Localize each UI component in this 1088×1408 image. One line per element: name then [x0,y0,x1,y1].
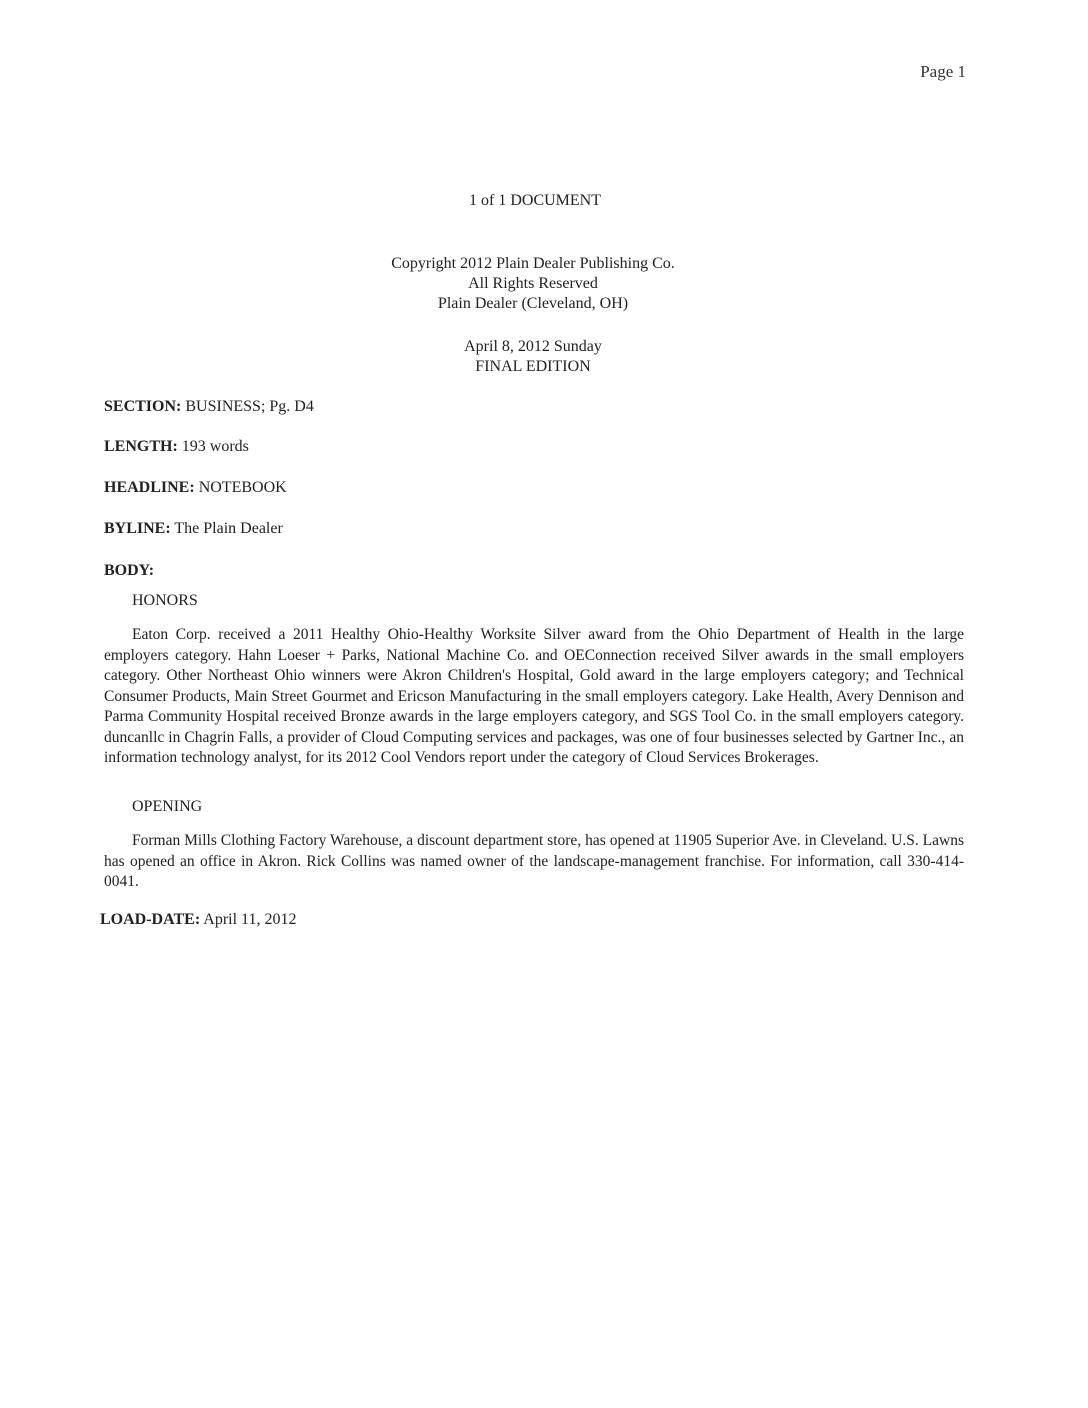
byline-label: BYLINE: [104,520,171,537]
headline-label: HEADLINE: [104,479,195,496]
headline-value: NOTEBOOK [198,479,287,496]
publication-line: Plain Dealer (Cleveland, OH) [437,295,629,312]
publication-date: April 8, 2012 Sunday [464,338,602,355]
rights-line: All Rights Reserved [468,275,598,292]
section-value: BUSINESS; Pg. D4 [185,398,314,415]
edition: FINAL EDITION [475,358,591,375]
byline-value: The Plain Dealer [174,520,283,537]
page-number: Page 1 [920,62,966,81]
load-date-value: April 11, 2012 [203,911,297,928]
date-block [0,337,1066,377]
document-count: 1 of 1 DOCUMENT [469,192,601,209]
load-date-label: LOAD-DATE: [100,911,201,928]
honors-paragraph: Eaton Corp. received a 2011 Healthy Ohio-Healthy Worksite Silver award from the Ohio Department of Health in the large employers category. Hahn Loeser + Parks, National Machine Co. and OEConnection received Silver awards in the small employers category. Other Northeast Ohio winners were Akron Children's Hospital, Gold award in the large employers category; and Technical Consumer Products, Main Street Gourmet and Ericson Manufacturing in the small employers category. Lake Health, Avery Dennison and Parma Community Hospital received Bronze awards in the large employers category, and SGS Tool Co. in the small employers category. duncanllc in Chagrin Falls, a provider of Cloud Computing services and packages, was one of four businesses selected by Gartner Inc., an information technology analyst, for its 2012 Cool Vendors report under the category of Cloud Services Brokerages. [104,626,964,766]
copyright-block [0,254,1066,314]
length-label: LENGTH: [104,438,178,455]
section-field [104,398,314,416]
length-field [104,438,249,456]
length-value: 193 words [181,438,249,455]
load-date-field [100,911,296,929]
copyright-line: Copyright 2012 Plain Dealer Publishing Co. [391,255,675,272]
byline-field [104,520,283,538]
honors-heading: HONORS [132,592,198,609]
opening-paragraph: Forman Mills Clothing Factory Warehouse, a discount department store, has opened at 11905 Superior Ave. in Cleveland. U.S. Lawns has opened an office in Akron. Rick Collins was named owner of the landscape-management franchise. For information, call 330-414-0041. [104,832,964,890]
headline-field [104,479,287,497]
section-label: SECTION: [104,398,182,415]
opening-heading: OPENING [132,798,203,815]
body-label: BODY: [104,562,155,579]
